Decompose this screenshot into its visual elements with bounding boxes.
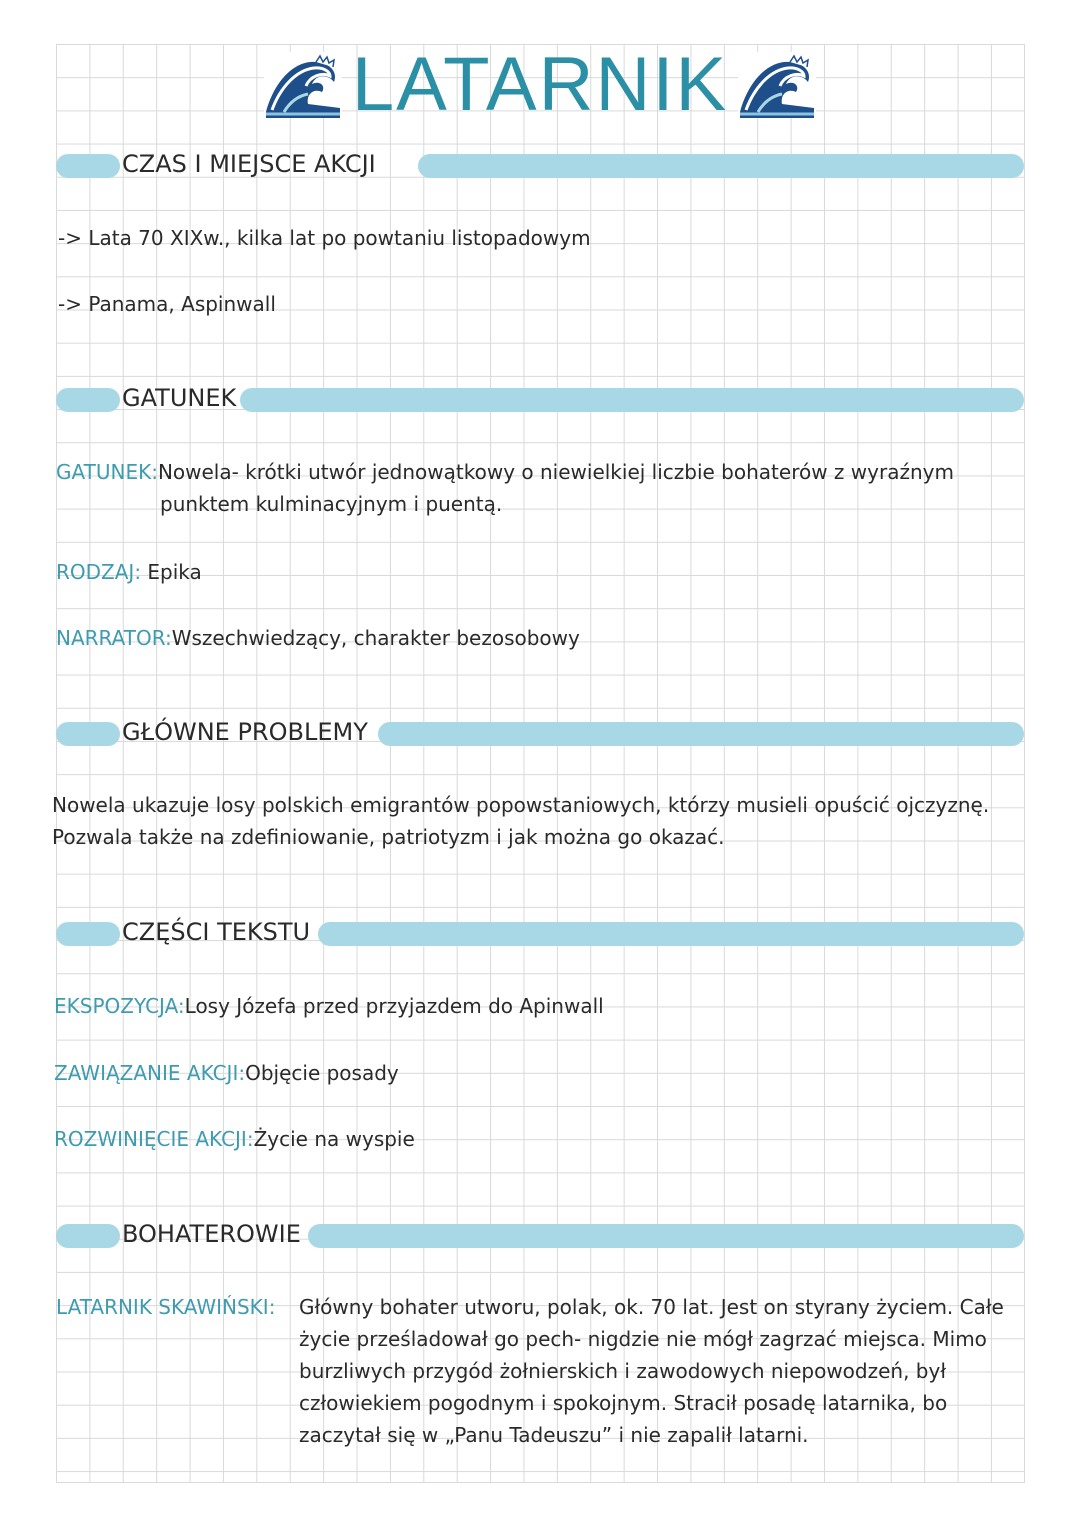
section-header-czas bbox=[56, 152, 1024, 182]
definition-key: EKSPOZYCJA: bbox=[54, 994, 185, 1018]
definition-gatunek bbox=[56, 456, 954, 488]
paragraph-line: zaczytał się w „Panu Tadeuszu” i nie zapalił latarni. bbox=[299, 1423, 809, 1447]
section-header-bohaterowie bbox=[56, 1222, 1024, 1252]
definition-rozwiniecie bbox=[54, 1123, 415, 1155]
list-item: -> Lata 70 XIXw., kilka lat po powtaniu listopadowym bbox=[58, 226, 591, 250]
wave-icon bbox=[264, 52, 342, 118]
section-title: CZĘŚCI TEKSTU bbox=[122, 918, 311, 946]
definition-narrator bbox=[56, 622, 580, 654]
wave-icon bbox=[738, 52, 816, 118]
section-pill-left bbox=[56, 1224, 120, 1248]
definition-key: GATUNEK: bbox=[56, 460, 158, 484]
paragraph-line: Główny bohater utworu, polak, ok. 70 lat. Jest on styrany życiem. Całe bbox=[299, 1295, 1004, 1319]
grid-paper-background bbox=[56, 44, 1025, 1483]
definition-key: ROZWINIĘCIE AKCJI: bbox=[54, 1127, 254, 1151]
section-title: GŁÓWNE PROBLEMY bbox=[122, 718, 368, 746]
section-pill-right bbox=[418, 154, 1024, 178]
section-title: BOHATEROWIE bbox=[122, 1220, 301, 1248]
definition-continuation: punktem kulminacyjnym i puentą. bbox=[160, 492, 503, 516]
page-title: LATARNIK bbox=[351, 42, 729, 127]
definition-key: NARRATOR: bbox=[56, 626, 172, 650]
definition-rodzaj bbox=[56, 556, 202, 588]
section-header-czesci bbox=[56, 920, 1024, 950]
section-title: GATUNEK bbox=[122, 384, 237, 412]
definition-key: ZAWIĄZANIE AKCJI: bbox=[54, 1061, 246, 1085]
paragraph-line: człowiekiem pogodnym i spokojnym. Stracił posadę latarnika, bo bbox=[299, 1391, 948, 1415]
definition-value: Wszechwiedzący, charakter bezosobowy bbox=[171, 626, 580, 650]
paragraph-line: burzliwych przygód żołnierskich i zawodowych niepowodzeń, był bbox=[299, 1359, 947, 1383]
paragraph-line: życie prześladował go pech- nigdzie nie mógł zagrzać miejsca. Mimo bbox=[299, 1327, 987, 1351]
section-pill-right bbox=[308, 1224, 1024, 1248]
section-pill-right bbox=[240, 388, 1024, 412]
list-item: -> Panama, Aspinwall bbox=[58, 292, 276, 316]
section-pill-left bbox=[56, 154, 120, 178]
section-pill-left bbox=[56, 388, 120, 412]
paragraph-line: Pozwala także na zdefiniowanie, patriotyzm i jak można go okazać. bbox=[52, 825, 725, 849]
definition-value: Losy Józefa przed przyjazdem do Apinwall bbox=[184, 994, 604, 1018]
section-header-gatunek bbox=[56, 386, 1024, 416]
section-pill-left bbox=[56, 922, 120, 946]
section-pill-right bbox=[318, 922, 1024, 946]
paragraph-line: Nowela ukazuje losy polskich emigrantów popowstaniowych, którzy musieli opuścić ojczyznę. bbox=[52, 793, 990, 817]
definition-value: Życie na wyspie bbox=[253, 1127, 415, 1151]
character-name: LATARNIK SKAWIŃSKI: bbox=[56, 1295, 276, 1319]
definition-value: Epika bbox=[147, 560, 202, 584]
section-header-problemy bbox=[56, 720, 1024, 750]
definition-key: RODZAJ: bbox=[56, 560, 142, 584]
page-header bbox=[0, 40, 1080, 130]
definition-zawiazanie bbox=[54, 1057, 399, 1089]
section-title: CZAS I MIEJSCE AKCJI bbox=[122, 150, 376, 178]
section-pill-right bbox=[378, 722, 1024, 746]
definition-value: Nowela- krótki utwór jednowątkowy o niewielkiej liczbie bohaterów z wyraźnym bbox=[157, 460, 954, 484]
definition-ekspozycja bbox=[54, 990, 604, 1022]
section-pill-left bbox=[56, 722, 120, 746]
definition-value: Objęcie posady bbox=[245, 1061, 399, 1085]
